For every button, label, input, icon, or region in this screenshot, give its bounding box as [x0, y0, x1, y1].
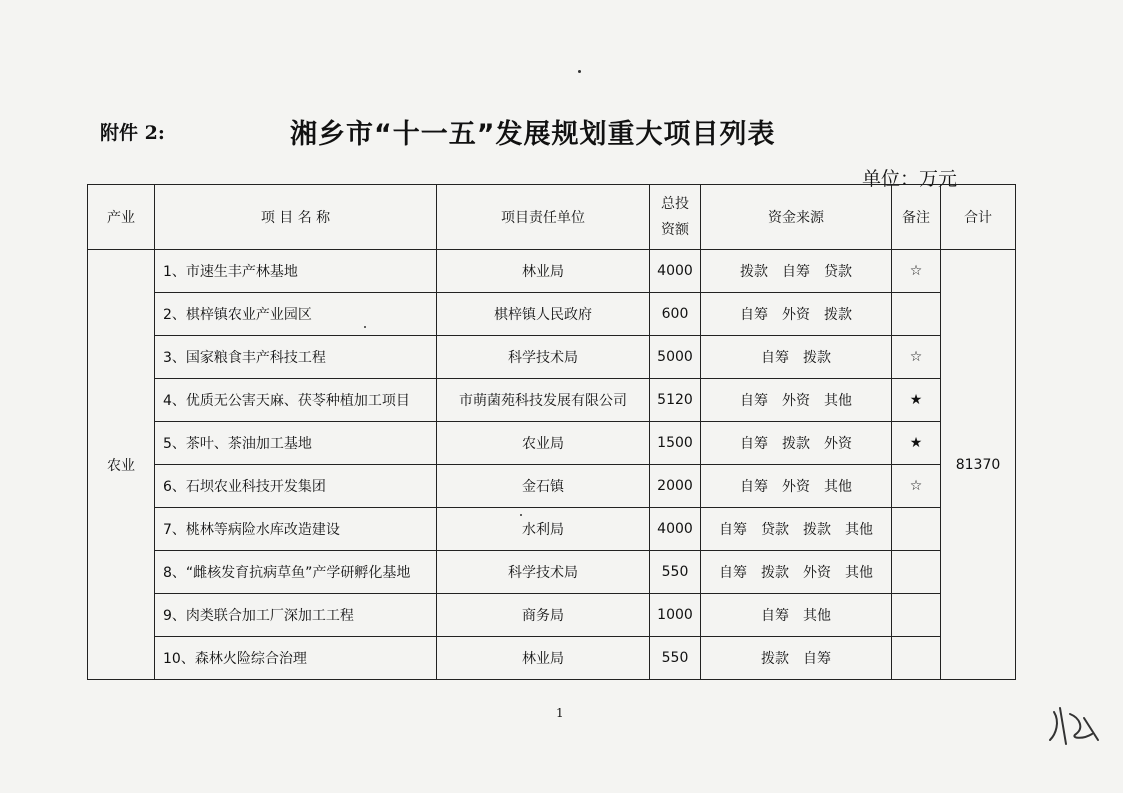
note-mark: ★	[892, 379, 941, 422]
note-mark: ☆	[892, 250, 941, 293]
investment-value: 5000	[650, 336, 701, 379]
col-header-industry: 产业	[88, 185, 155, 250]
project-name: 5、茶叶、茶油加工基地	[155, 422, 437, 465]
page-number: 1	[556, 706, 564, 720]
note-mark: ☆	[892, 336, 941, 379]
table-row	[88, 422, 1016, 465]
responsible-unit: 金石镇	[437, 465, 650, 508]
project-name: 7、桃林等病险水库改造建设	[155, 508, 437, 551]
investment-value: 600	[650, 293, 701, 336]
funding-source: 自筹 拨款	[701, 336, 892, 379]
table-row	[88, 379, 1016, 422]
table-row	[88, 508, 1016, 551]
investment-value: 550	[650, 551, 701, 594]
total-cell: 81370	[941, 250, 1016, 680]
funding-source: 拨款 自筹 贷款	[701, 250, 892, 293]
note-mark: ☆	[892, 465, 941, 508]
table-row	[88, 293, 1016, 336]
note-mark	[892, 293, 941, 336]
project-name: 3、国家粮食丰产科技工程	[155, 336, 437, 379]
investment-value: 2000	[650, 465, 701, 508]
table-row	[88, 336, 1016, 379]
table-row	[88, 637, 1016, 680]
project-name: 4、优质无公害天麻、茯苓种植加工项目	[155, 379, 437, 422]
note-mark	[892, 594, 941, 637]
col-header-investment: 总投资额	[650, 185, 701, 250]
industry-cell: 农业	[88, 250, 155, 680]
responsible-unit: 棋梓镇人民政府	[437, 293, 650, 336]
investment-value: 1500	[650, 422, 701, 465]
responsible-unit: 林业局	[437, 637, 650, 680]
page-title: 湘乡市“十一五”发展规划重大项目列表	[290, 119, 776, 150]
project-name: 10、森林火险综合治理	[155, 637, 437, 680]
investment-value: 4000	[650, 250, 701, 293]
funding-source: 自筹 其他	[701, 594, 892, 637]
note-mark	[892, 551, 941, 594]
investment-value: 1000	[650, 594, 701, 637]
col-header-funding: 资金来源	[701, 185, 892, 250]
project-table	[87, 184, 1016, 680]
col-header-unit: 项目责任单位	[437, 185, 650, 250]
table-header-row	[88, 185, 1016, 250]
col-header-name: 项 目 名 称	[155, 185, 437, 250]
col-header-total: 合计	[941, 185, 1016, 250]
responsible-unit: 科学技术局	[437, 551, 650, 594]
project-name: 2、棋梓镇农业产业园区	[155, 293, 437, 336]
responsible-unit: 商务局	[437, 594, 650, 637]
funding-source: 自筹 外资 拨款	[701, 293, 892, 336]
unit-label: 单位：万元	[862, 168, 958, 190]
funding-source: 自筹 外资 其他	[701, 379, 892, 422]
scan-speck	[578, 70, 581, 73]
responsible-unit: 水利局	[437, 508, 650, 551]
attachment-label: 附件 2:	[100, 122, 165, 144]
funding-source: 自筹 贷款 拨款 其他	[701, 508, 892, 551]
responsible-unit: 农业局	[437, 422, 650, 465]
handwritten-mark	[1040, 700, 1110, 750]
responsible-unit: 科学技术局	[437, 336, 650, 379]
project-name: 6、石坝农业科技开发集团	[155, 465, 437, 508]
note-mark	[892, 508, 941, 551]
funding-source: 拨款 自筹	[701, 637, 892, 680]
table-row	[88, 250, 1016, 293]
table-row	[88, 551, 1016, 594]
note-mark	[892, 637, 941, 680]
funding-source: 自筹 拨款 外资 其他	[701, 551, 892, 594]
table-row	[88, 465, 1016, 508]
project-name: 8、“雌核发育抗病草鱼”产学研孵化基地	[155, 551, 437, 594]
responsible-unit: 林业局	[437, 250, 650, 293]
project-name: 9、肉类联合加工厂深加工工程	[155, 594, 437, 637]
investment-value: 550	[650, 637, 701, 680]
table-row	[88, 594, 1016, 637]
funding-source: 自筹 拨款 外资	[701, 422, 892, 465]
responsible-unit: 市萌菌苑科技发展有限公司	[437, 379, 650, 422]
funding-source: 自筹 外资 其他	[701, 465, 892, 508]
investment-value: 5120	[650, 379, 701, 422]
project-name: 1、市速生丰产林基地	[155, 250, 437, 293]
note-mark: ★	[892, 422, 941, 465]
investment-value: 4000	[650, 508, 701, 551]
col-header-note: 备注	[892, 185, 941, 250]
